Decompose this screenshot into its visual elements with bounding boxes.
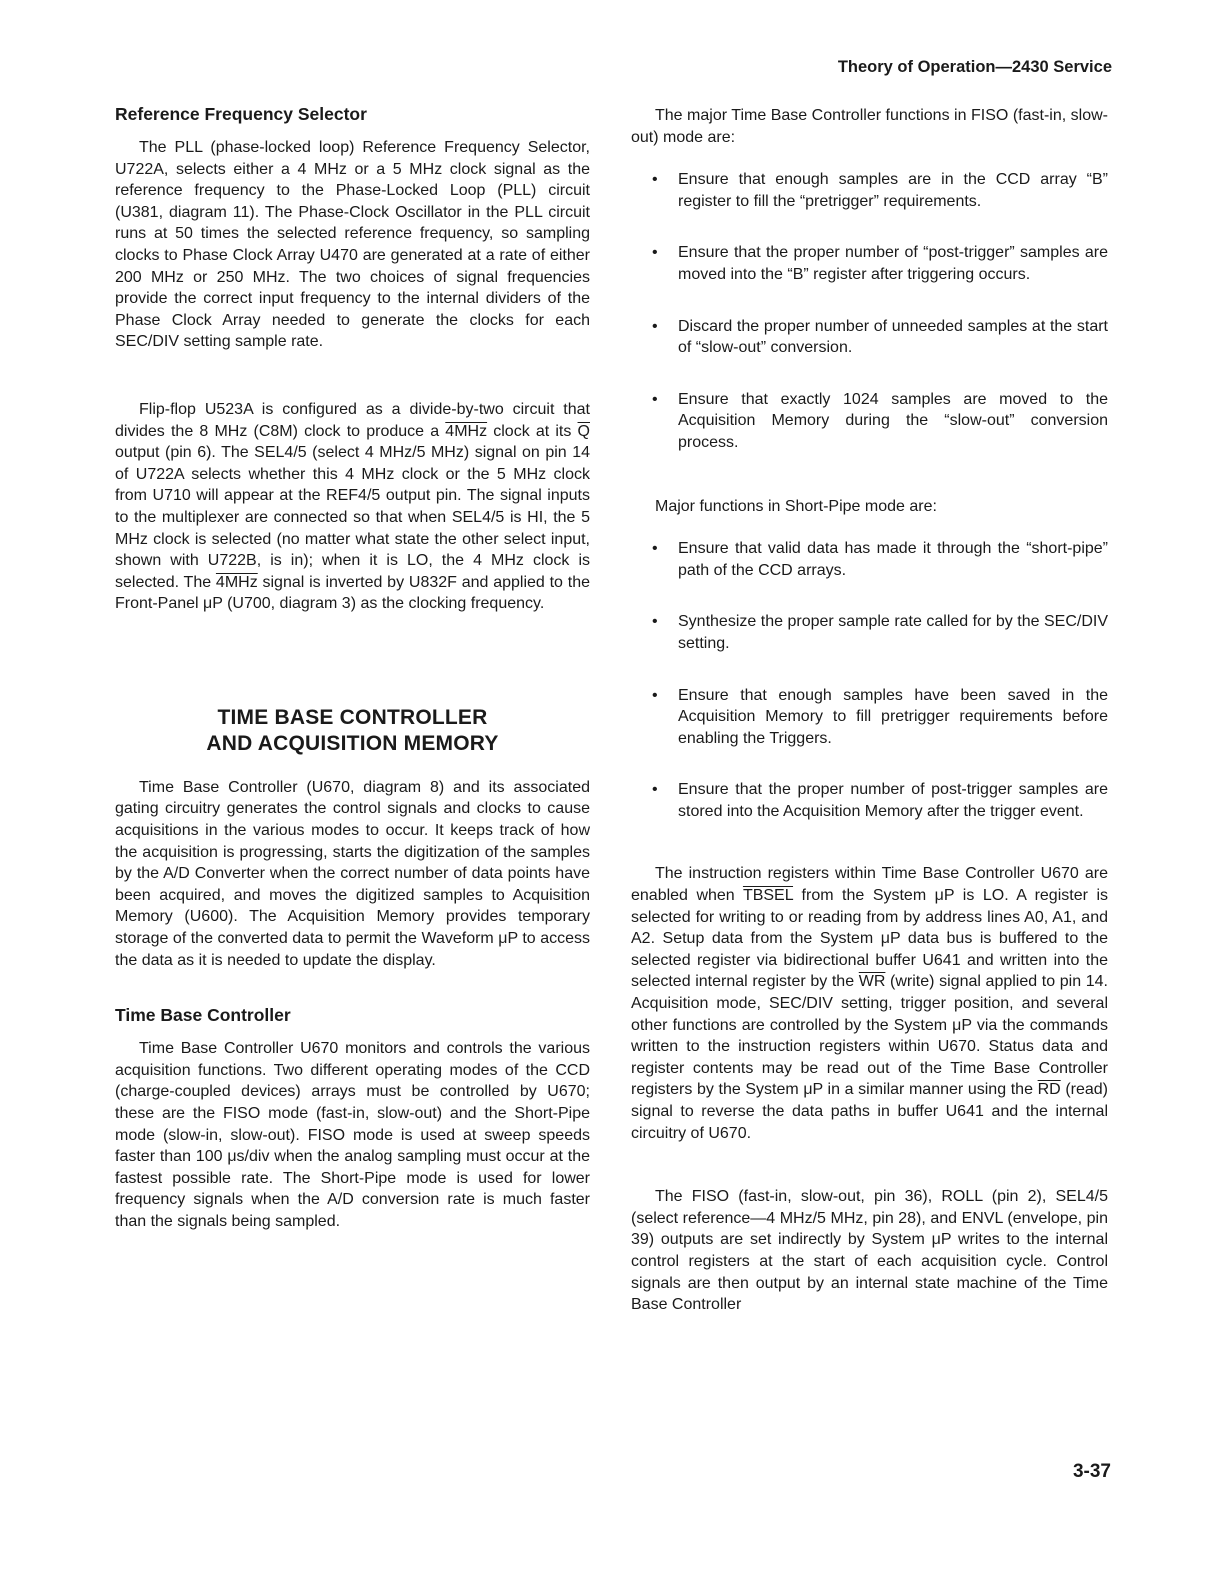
tbc-paragraph-1: Time Base Controller U670 monitors and controls the various acquisition functions. Two different operating modes of the CCD (charge-coupled devices) arrays must be controlled by U670; these are the FISO mode (fast-in, slow-out) and the Short-Pipe mode (slow-in, slow-out). FISO mode is used at sweep speeds faster than 100 μs/div when the analog sampling must occur at the fastest possible rate. The Short-Pipe mode is used for lower frequency signals when the A/D conversion rate is much faster than the signals being sampled.	[115, 1040, 590, 1230]
ref-freq-paragraph-2	[115, 399, 590, 615]
ref-freq-heading: Reference Frequency Selector	[115, 104, 367, 124]
list-item-text: Ensure that exactly 1024 samples are moved to the Acquisition Memory during the “slow-out” conversion process.	[678, 390, 1108, 451]
bullet-icon: •	[652, 686, 658, 704]
list-item-text: Ensure that valid data has made it through the “short-pipe” path of the CCD arrays.	[678, 540, 1108, 579]
overline-wr: $\overline{WR}$	[858, 973, 886, 991]
left-column	[115, 100, 590, 1233]
overline-rd: $\overline{RD}$	[1037, 1081, 1061, 1099]
text-run: output (pin 6). The SEL4/5 (select 4 MHz/5 MHz) signal on pin 14 of U722A selects whether this 4 MHz clock or the 5 MHz clock from U710 will appear at the REF4/5 output pin. The signal inputs to the multiplexer are connected so that when SEL4/5 is HI, the 5 MHz clock is selected (no matter what state the other select input, shown with U722B, is in); when it is LO, the 4 MHz clock is selected. The	[115, 444, 590, 591]
outputs-paragraph: The FISO (fast-in, slow-out, pin 36), ROLL (pin 2), SEL4/5 (select reference—4 MHz/5 MHz, pin 28), and ENVL (envelope, pin 39) outputs are set indirectly by System μP writes to the internal control registers at the start of each acquisition cycle. Control signals are then output by an internal state machine of the Time Base Controller	[631, 1188, 1108, 1314]
text-run: The instruction registers within Time Base Controller U670 are enabled when	[631, 865, 1108, 905]
list-item	[631, 316, 1108, 359]
bullet-icon: •	[652, 390, 658, 408]
bullet-icon: •	[652, 540, 658, 558]
list-item-text: Ensure that enough samples are in the CCD array “B” register to fill the “pretrigger” requirements.	[678, 171, 1108, 210]
text-run: from the System μP is LO. A register is selected for writing to or reading from by address lines A0, A1, and A2. Setup data from the System μP data bus is buffered to the selected register via bidirectional buffer U641 and written into the selected internal register by the	[631, 887, 1108, 991]
list-item	[631, 685, 1108, 750]
right-column	[631, 100, 1108, 1316]
list-item-text: Ensure that the proper number of “post-trigger” samples are moved into the “B” register after triggering occurs.	[678, 244, 1108, 283]
text-run: (read) signal to reverse the data paths in buffer U641 and the internal circuitry of U670.	[631, 1081, 1109, 1142]
section-title-line-2: AND ACQUISITION MEMORY	[206, 731, 499, 755]
bullet-icon: •	[652, 317, 658, 335]
overline-4mhz: 4MHz	[445, 422, 488, 440]
list-item	[631, 389, 1108, 454]
ref-freq-paragraph-1: The PLL (phase-locked loop) Reference Frequency Selector, U722A, selects either a 4 MHz or a 5 MHz clock signal as the reference frequency to the Phase-Locked Loop (PLL) circuit (U381, diagram 11). The Phase-Clock Oscillator in the PLL circuit runs at 50 times the selected reference frequency, so sampling clocks to Phase Clock Array U470 are generated at a rate of either 200 MHz or 250 MHz. The two choices of signal frequencies provide the correct input frequency to the internal dividers of the Phase Clock Array needed to generate the clocks for each SEC/DIV setting sample rate.	[115, 139, 590, 351]
overline-tbsel: TBSEL	[742, 887, 794, 905]
text-run: signal is inverted by U832F and applied to the Front-Panel μP (U700, diagram 3) as the clocking frequency.	[115, 573, 590, 613]
bullet-icon: •	[652, 171, 658, 189]
list-item-text: Synthesize the proper sample rate called for by the SEC/DIV setting.	[678, 613, 1108, 652]
page-header: Theory of Operation—2430 Service	[837, 58, 1112, 76]
overline-q: $\overline{Q}$	[577, 422, 590, 440]
fiso-list	[631, 169, 1108, 453]
tbc-heading: Time Base Controller	[115, 1005, 291, 1026]
list-item-text: Discard the proper number of unneeded samples at the start of “slow-out” conversion.	[678, 317, 1108, 357]
list-item-text: Ensure that enough samples have been saved in the Acquisition Memory to fill pretrigger requirements before enabling the Triggers.	[678, 686, 1108, 747]
list-item	[631, 242, 1108, 285]
list-item	[631, 169, 1108, 212]
list-item-text: Ensure that the proper number of post-trigger samples are stored into the Acquisition Memory after the trigger event.	[678, 781, 1108, 820]
bullet-icon: •	[652, 244, 658, 262]
text-run: clock at its	[487, 422, 578, 440]
section-title	[115, 705, 590, 757]
bullet-icon: •	[652, 781, 658, 799]
list-item	[631, 538, 1108, 581]
text-run: Flip-flop U523A is configured as a divide-by-two circuit that divides the 8 MHz (C8M) clock to produce a	[115, 400, 590, 440]
short-pipe-list	[631, 538, 1108, 822]
list-item	[631, 779, 1108, 822]
list-item	[631, 611, 1108, 654]
page-number: 3-37	[1072, 1461, 1111, 1482]
bullet-icon: •	[652, 613, 658, 631]
short-pipe-intro: Major functions in Short-Pipe mode are:	[655, 497, 937, 515]
tbc-intro-paragraph: Time Base Controller (U670, diagram 8) and its associated gating circuitry generates the control signals and clocks to cause acquisitions in the various modes to occur. It keeps track of how the acquisition is progressing, starts the digitization of the samples by the A/D Converter when the correct number of data points have been acquired, and moves the digitized samples to Acquisition Memory (U600). The Acquisition Memory provides temporary storage of the converted data to permit the Waveform μP to access the data as it is needed to update the display.	[115, 778, 590, 969]
registers-paragraph	[631, 863, 1108, 1144]
fiso-intro: The major Time Base Controller functions in FISO (fast-in, slow-out) mode are:	[631, 107, 1108, 146]
overline-4mhz-2: 4MHz	[215, 573, 258, 591]
section-title-line-1: TIME BASE CONTROLLER	[217, 705, 488, 729]
text-run: (write) signal applied to pin 14. Acquisition mode, SEC/DIV setting, trigger position, and several other functions are controlled by the System μP via the commands written to the instruction registers within U670. Status data and register contents may be read out of the Time Base Controller registers by the System μP in a similar manner using the	[631, 973, 1109, 1099]
